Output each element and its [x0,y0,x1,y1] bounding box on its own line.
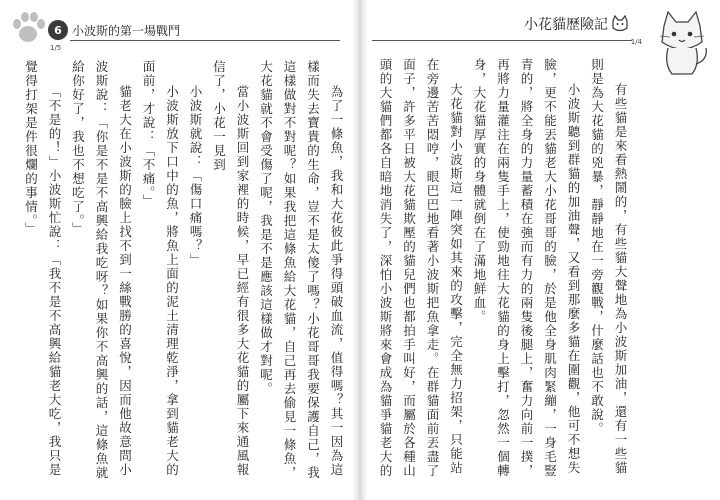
chapter-number-badge: 6 [48,20,68,40]
cat-face-icon [610,14,630,34]
paragraph: 小波斯放下口中的魚，將魚上面的泥土清理乾淨，拿到貓老大的面前，才說：「不痛。」 [141,60,180,477]
paragraph: 當小波斯回到家裡的時候，早已經有很多大花貓的屬下來通風報信了，小花一見到 [211,60,250,477]
chapter-header [48,20,180,40]
paw-print-icon [8,8,48,48]
paragraph: 有些貓是來看熱鬧的，有些貓大聲地為小波斯加油，還有一些貓則是為大花貓的兇暴，靜靜地在一旁觀戰，什麼話也不敢說。 [589,58,628,475]
paragraph: 小波斯就說：「傷口痛嗎？」 [188,85,203,267]
book-title [524,14,630,34]
book-title-text: 小花貓歷險記 [524,17,608,33]
header-rule [70,40,340,41]
page-number: 1/4 [630,38,642,46]
paragraph: 為了一條魚，我和大花彼此爭得頭破血流，值得嗎？其一因為這樣而失去寶貴的生命，豈不是太傻了嗎？小花哥哥我要保護自己，我這樣做對不對呢？如果我把這條魚給大花貓，自己再去偷見一條魚，大花貓就不會受傷了呢，我是不是應該這樣做才對呢。 [258,60,344,480]
page-number: 1/5 [50,44,62,52]
cat-illustration-icon [650,4,714,78]
paragraph: 大花貓對小波斯這一陣突如其來的攻擊，完全無力招架，只能站在旁邊苦苦悶哼，眼巴巴地看著小波斯把魚拿走。在群貓面前丟盡了面子，許多平日被大花貓欺壓的貓兒們也都拍手叫好，而屬於各種山頭的大貓們都各自暗地消失了，深怕小波斯將來會成為貓爭貓老大的 [378,58,464,478]
body-text [376,58,632,483]
paragraph: 小波斯聽到群貓的加油聲，又看到那麼多貓在圍觀，他可不想失臉，更不能丟貓老大小花哥哥的臉，於是他全身肌肉緊繃，一身毛豎青的，將全身的力量蓄積在強而有力的兩隻後腿上，奮力向前一撲，再將力量灌注在兩隻手上，使勁地往大花貓的身上擊打，忽然一個轉身，大花貓厚實的身體就倒在了滿地鮮血。 [472,58,581,478]
body-text [22,60,348,485]
right-page [362,0,720,500]
left-page [0,0,358,500]
header-rule [372,40,632,41]
chapter-title: 小波斯的第一場戰鬥 [72,23,181,38]
paragraph: 「不是的！」小波斯忙說：「我不是不高興給貓老大吃，我只是覺得打架是件很爛的事情。」 [23,60,62,477]
paragraph: 貓老大在小波斯的臉上找不到一絲戰勝的喜悅，因而他故意問小波斯說：「你是不是不高興給我吃呀？如果你不高興的話，這條魚就給你好了，我也不想吃了。」 [70,60,133,480]
